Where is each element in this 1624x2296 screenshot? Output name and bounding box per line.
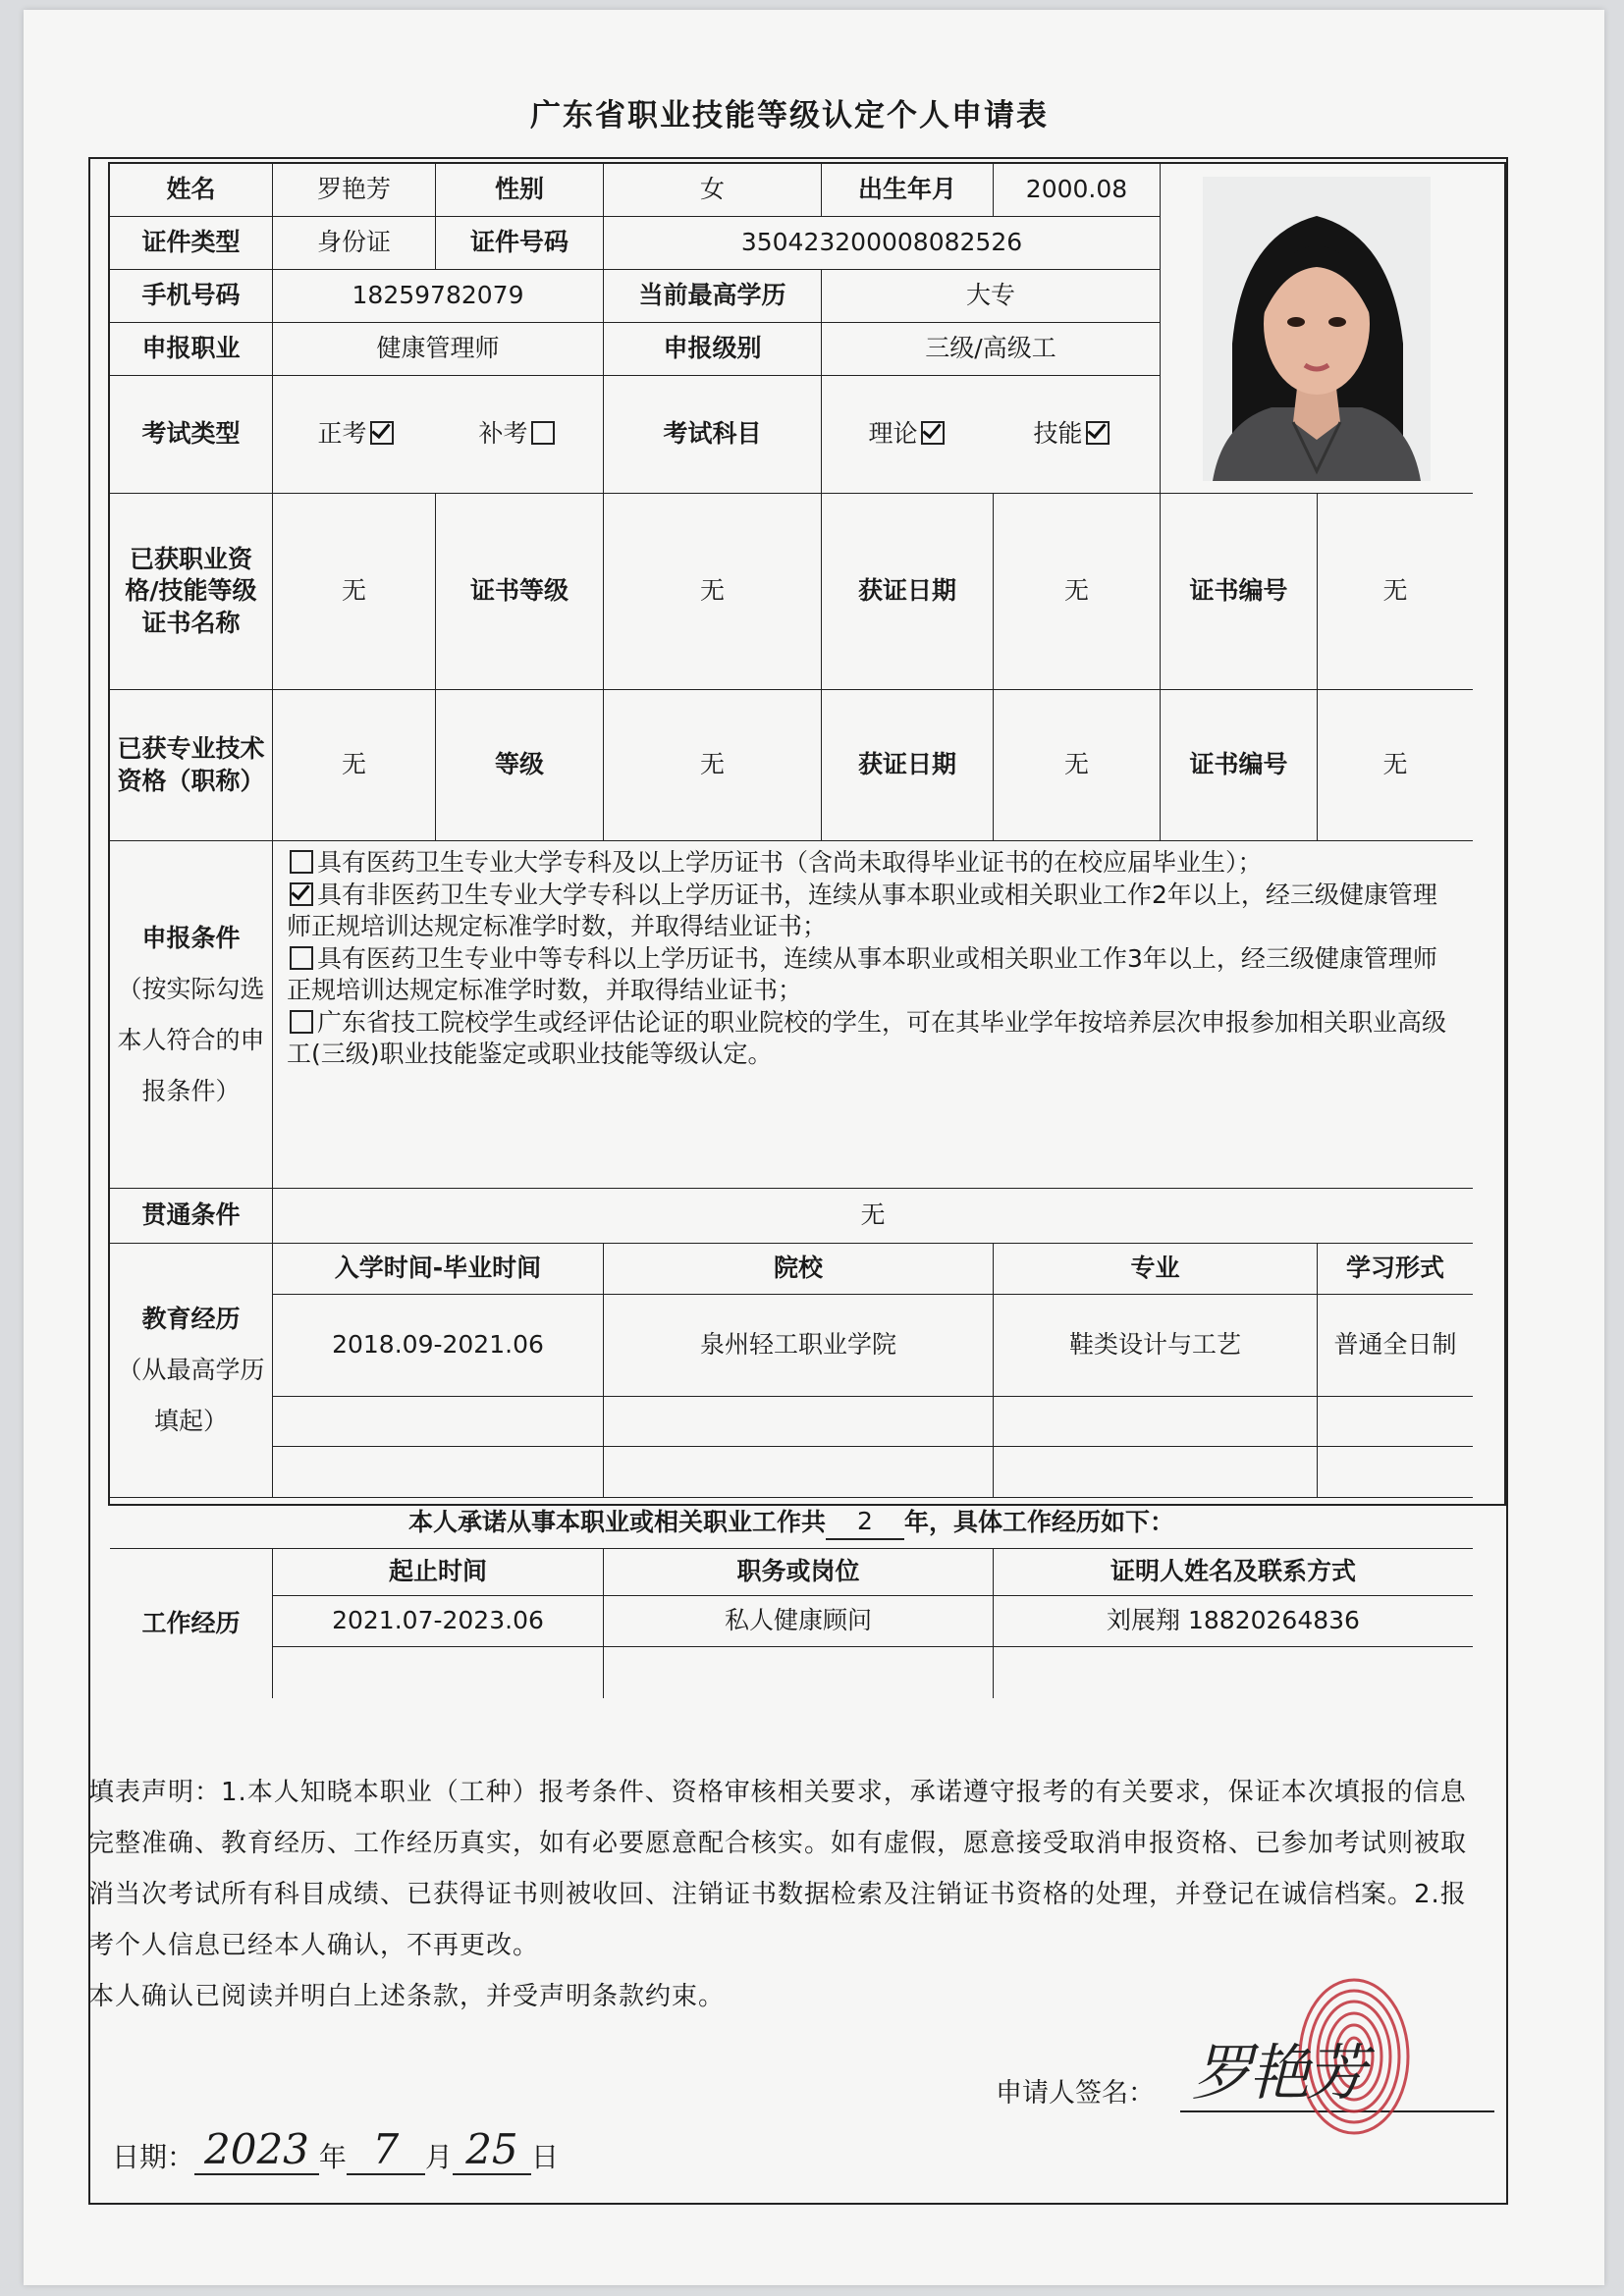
exam-regular-option[interactable] [317,418,397,451]
condition-2-checkbox[interactable] [290,882,313,906]
conditions-list [273,841,1473,1189]
applicant-photo [1203,177,1431,481]
work-years: 2 [826,1506,904,1540]
work-label: 工作经历 [110,1549,273,1698]
condition-1-checkbox[interactable] [290,850,313,874]
id-no-value: 350423200008082526 [604,217,1161,270]
condition-4-checkbox[interactable] [290,1010,313,1034]
cert-level-label: 证书等级 [436,494,604,690]
date-day: 25 [453,2125,531,2175]
work-row-1-position: 私人健康顾问 [604,1596,994,1647]
edu-header-form: 学习形式 [1318,1244,1473,1295]
condition-3-text: 具有医药卫生专业中等专科以上学历证书，连续从事本职业或相关职业工作3年以上，经三级健康管理师正规培训达规定标准学时数，并取得结业证书； [287,943,1437,1004]
id-no-label: 证件号码 [436,217,604,270]
gender-label: 性别 [436,164,604,217]
cert-date-value: 无 [994,494,1161,690]
exam-type-options [273,376,604,494]
exam-subject-options [822,376,1161,494]
edu-header-period: 入学时间-毕业时间 [273,1244,604,1295]
conditions-label: 申报条件 [141,923,241,952]
condition-item[interactable] [287,1007,1459,1071]
subject-theory-text: 理论 [868,419,918,449]
subject-theory-option[interactable] [868,418,947,451]
name-label: 姓名 [110,164,273,217]
grade-label: 等级 [436,690,604,841]
condition-1-text: 具有医药卫生专业大学专科及以上学历证书（含尚未取得毕业证书的在校应届毕业生）； [317,848,1263,877]
date-month-unit: 月 [424,2141,453,2173]
application-form-sheet [24,10,1604,2285]
cert-no-value: 无 [1318,494,1473,690]
portrait-image [1203,177,1431,481]
edu-header-major: 专业 [994,1244,1318,1295]
exam-makeup-text: 补考 [478,419,528,449]
phone-value: 18259782079 [273,270,604,323]
birth-label: 出生年月 [822,164,994,217]
exam-subject-label: 考试科目 [604,376,822,494]
edu-row-3-period [273,1447,604,1498]
applicant-signature: 罗艳芳 [1192,2037,1364,2109]
gender-value: 女 [604,164,822,217]
work-row-2-position [604,1647,994,1698]
conditions-note: （按实际勾选本人符合的申报条件） [117,974,265,1105]
condition-4-text: 广东省技工院校学生或经评估论证的职业院校的学生，可在其毕业学年按培养层次申报参加相关职业高级工(三级)职业技能鉴定或职业技能等级认定。 [287,1007,1447,1068]
occupation-label: 申报职业 [110,323,273,376]
cert-level-value: 无 [604,494,822,690]
through-condition-value: 无 [273,1189,1473,1244]
date-month: 7 [347,2125,425,2175]
edu-row-3-school [604,1447,994,1498]
date-year: 2023 [194,2125,319,2175]
professional-title-label: 已获专业技术资格（职称） [110,690,273,841]
education-level-value: 大专 [822,270,1161,323]
declaration-text: 填表声明：1.本人知晓本职业（工种）报考条件、资格审核相关要求，承诺遵守报考的有关要求，保证本次填报的信息完整准确、教育经历、工作经历真实，如有必要愿意配合核实。如有虚假，愿意接受取消申报资格、已参加考试则被取消当次考试所有科目成绩、已获得证书则被收回、注销证书数据检索及注销证书资格的处理，并登记在诚信档案。2.报考个人信息已经本人确认，不再更改。 [88,1778,1468,1960]
exam-makeup-option[interactable] [478,418,558,451]
prof-no-value: 无 [1318,690,1473,841]
birth-value: 2000.08 [994,164,1161,217]
subject-theory-checkbox[interactable] [921,421,945,445]
date-year-unit: 年 [318,2141,347,2173]
edu-row-2-period [273,1397,604,1447]
prof-date-value: 无 [994,690,1161,841]
name-value: 罗艳芳 [273,164,436,217]
professional-title-value: 无 [273,690,436,841]
edu-row-3-form [1318,1447,1473,1498]
edu-row-1-period: 2018.09-2021.06 [273,1295,604,1397]
education-level-label: 当前最高学历 [604,270,822,323]
date-day-unit: 日 [530,2141,559,2173]
edu-row-2-school [604,1397,994,1447]
prof-no-label: 证书编号 [1161,690,1318,841]
subject-skill-option[interactable] [1033,418,1112,451]
signature-label: 申请人签名： [996,2078,1155,2109]
condition-3-checkbox[interactable] [290,946,313,970]
condition-item[interactable] [287,880,1459,943]
cert-date-label: 获证日期 [822,494,994,690]
exam-regular-checkbox[interactable] [370,421,394,445]
form-grid [108,162,1506,1637]
cert-no-label: 证书编号 [1161,494,1318,690]
date-row [112,2125,559,2175]
edu-row-2-form [1318,1397,1473,1447]
vocational-cert-label: 已获职业资格/技能等级证书名称 [110,494,273,690]
edu-row-1-major: 鞋类设计与工艺 [994,1295,1318,1397]
photo-cell [1161,164,1473,494]
edu-row-1-form: 普通全日制 [1318,1295,1473,1397]
edu-header-school: 院校 [604,1244,994,1295]
work-pledge [110,1498,1473,1549]
condition-item[interactable] [287,943,1459,1007]
grade-value: 无 [604,690,822,841]
form-title: 广东省职业技能等级认定个人申请表 [530,98,1049,133]
education-label: 教育经历 [141,1305,241,1333]
declaration-confirm: 本人确认已阅读并明白上述条款，并受声明条款约束。 [88,1982,726,2011]
work-pledge-suffix: 年，具体工作经历如下： [904,1508,1175,1537]
exam-makeup-checkbox[interactable] [531,421,555,445]
condition-2-text: 具有非医药卫生专业大学专科以上学历证书，连续从事本职业或相关职业工作2年以上，经三级健康管理师正规培训达规定标准学时数，并取得结业证书； [287,880,1437,940]
id-type-label: 证件类型 [110,217,273,270]
education-label-cell [110,1244,273,1498]
phone-label: 手机号码 [110,270,273,323]
prof-date-label: 获证日期 [822,690,994,841]
apply-level-label: 申报级别 [604,323,822,376]
work-row-2-reference [994,1647,1473,1698]
through-condition-label: 贯通条件 [110,1189,273,1244]
work-header-position: 职务或岗位 [604,1549,994,1596]
edu-row-2-major [994,1397,1318,1447]
work-row-2-period [273,1647,604,1698]
subject-skill-text: 技能 [1033,419,1083,449]
work-header-reference: 证明人姓名及联系方式 [994,1549,1473,1596]
work-row-1-reference: 刘展翔 18820264836 [994,1596,1473,1647]
condition-item[interactable] [287,847,1263,880]
declaration-block [88,1767,1483,2022]
work-header-period: 起止时间 [273,1549,604,1596]
vocational-cert-value: 无 [273,494,436,690]
occupation-value: 健康管理师 [273,323,604,376]
conditions-label-cell [110,841,273,1189]
id-type-value: 身份证 [273,217,436,270]
education-note: （从最高学历填起） [117,1356,265,1435]
work-row-1-period: 2021.07-2023.06 [273,1596,604,1647]
date-label: 日期： [112,2141,195,2173]
exam-type-label: 考试类型 [110,376,273,494]
subject-skill-checkbox[interactable] [1086,421,1110,445]
exam-regular-text: 正考 [317,419,367,449]
work-pledge-prefix: 本人承诺从事本职业或相关职业工作共 [407,1508,826,1537]
apply-level-value: 三级/高级工 [822,323,1161,376]
edu-row-1-school: 泉州轻工职业学院 [604,1295,994,1397]
edu-row-3-major [994,1447,1318,1498]
